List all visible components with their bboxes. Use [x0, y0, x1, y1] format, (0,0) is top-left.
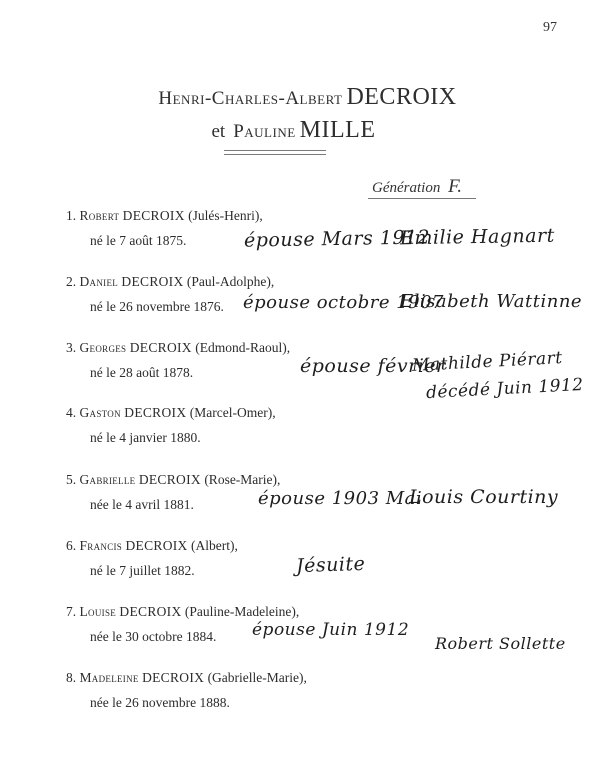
- handwritten-religious-note: Jésuite: [295, 552, 366, 578]
- handwritten-spouse-name: Louis Courtiny: [409, 486, 559, 508]
- entry-first-name: Louise: [79, 604, 117, 619]
- entry-first-name: Francis: [79, 538, 123, 553]
- child-entry-3: [66, 340, 290, 381]
- handwritten-marriage-note: épouse Mars 1912: [243, 226, 431, 252]
- entry-middle-names: (Julés-Henri),: [188, 208, 263, 223]
- handwritten-marriage-note: épouse octobre 1907: [243, 292, 445, 313]
- generation-label: Génération: [372, 180, 441, 196]
- entry-birth: née le 26 novembre 1888.: [90, 695, 230, 710]
- title-rule-second: [224, 154, 326, 155]
- child-entry-5: [66, 472, 280, 513]
- entry-number: 8.: [66, 670, 77, 685]
- child-entry-8: [66, 670, 307, 711]
- entry-middle-names: (Paul-Adolphe),: [186, 274, 275, 289]
- entry-birth: né le 28 août 1878.: [90, 365, 194, 380]
- entry-number: 1.: [66, 208, 77, 223]
- entry-middle-names: (Gabrielle-Marie),: [207, 670, 307, 685]
- child-entry-4: [66, 405, 276, 446]
- entry-surname: DECROIX: [122, 208, 185, 223]
- entry-surname: DECROIX: [121, 274, 184, 289]
- title-rule: [224, 150, 326, 151]
- handwritten-spouse-name: Mathilde Piérart: [411, 348, 564, 376]
- entry-middle-names: (Rose-Marie),: [204, 472, 281, 487]
- entry-number: 4.: [66, 405, 77, 420]
- entry-first-name: Madeleine: [79, 670, 139, 685]
- entry-surname: DECROIX: [125, 538, 188, 553]
- entry-number: 7.: [66, 604, 77, 619]
- generation-letter: F.: [448, 176, 462, 197]
- title-given-names: Henri-Charles-Albert: [158, 88, 343, 109]
- entry-birth: né le 4 janvier 1880.: [90, 430, 201, 445]
- entry-birth: né le 7 juillet 1882.: [90, 563, 195, 578]
- entry-birth: née le 4 avril 1881.: [90, 497, 194, 512]
- handwritten-spouse-name: Robert Sollette: [435, 634, 566, 653]
- entry-surname: DECROIX: [142, 670, 205, 685]
- generation-underline: [368, 198, 476, 199]
- title-spouse-surname: MILLE: [299, 117, 376, 143]
- handwritten-spouse-name: Emilie Hagnart: [399, 224, 555, 250]
- entry-first-name: Gabrielle: [79, 472, 136, 487]
- title-spouse-given-name: Pauline: [233, 121, 296, 142]
- entry-birth: né le 26 novembre 1876.: [90, 299, 224, 314]
- title-line-1: [0, 84, 615, 111]
- title-connector: et: [211, 121, 226, 142]
- title-line-2: [0, 117, 601, 144]
- entry-surname: DECROIX: [129, 340, 192, 355]
- entry-number: 6.: [66, 538, 77, 553]
- entry-first-name: Daniel: [79, 274, 119, 289]
- entry-surname: DECROIX: [138, 472, 201, 487]
- handwritten-marriage-note: épouse Juin 1912: [252, 620, 410, 640]
- entry-surname: DECROIX: [119, 604, 182, 619]
- page-number: 97: [543, 20, 557, 35]
- entry-middle-names: (Pauline-Madeleine),: [184, 604, 300, 619]
- entry-middle-names: (Marcel-Omer),: [189, 405, 276, 420]
- entry-number: 5.: [66, 472, 77, 487]
- entry-first-name: Gaston: [79, 405, 121, 420]
- entry-birth: né le 7 août 1875.: [90, 233, 187, 248]
- title-surname: DECROIX: [346, 84, 457, 110]
- entry-middle-names: (Edmond-Raoul),: [195, 340, 291, 355]
- handwritten-marriage-note: épouse février: [300, 355, 446, 377]
- entry-number: 3.: [66, 340, 77, 355]
- entry-first-name: Georges: [79, 340, 127, 355]
- child-entry-1: [66, 208, 263, 249]
- handwritten-marriage-note: épouse 1903 Mai: [258, 488, 423, 509]
- generation-heading: [372, 176, 462, 198]
- handwritten-spouse-name: Elisabeth Wattinne: [400, 291, 583, 312]
- entry-birth: née le 30 octobre 1884.: [90, 629, 217, 644]
- handwritten-death-note: décédé Juin 1912: [425, 374, 585, 404]
- child-entry-6: [66, 538, 238, 579]
- entry-number: 2.: [66, 274, 77, 289]
- entry-middle-names: (Albert),: [190, 538, 238, 553]
- entry-surname: DECROIX: [124, 405, 187, 420]
- entry-first-name: Robert: [79, 208, 120, 223]
